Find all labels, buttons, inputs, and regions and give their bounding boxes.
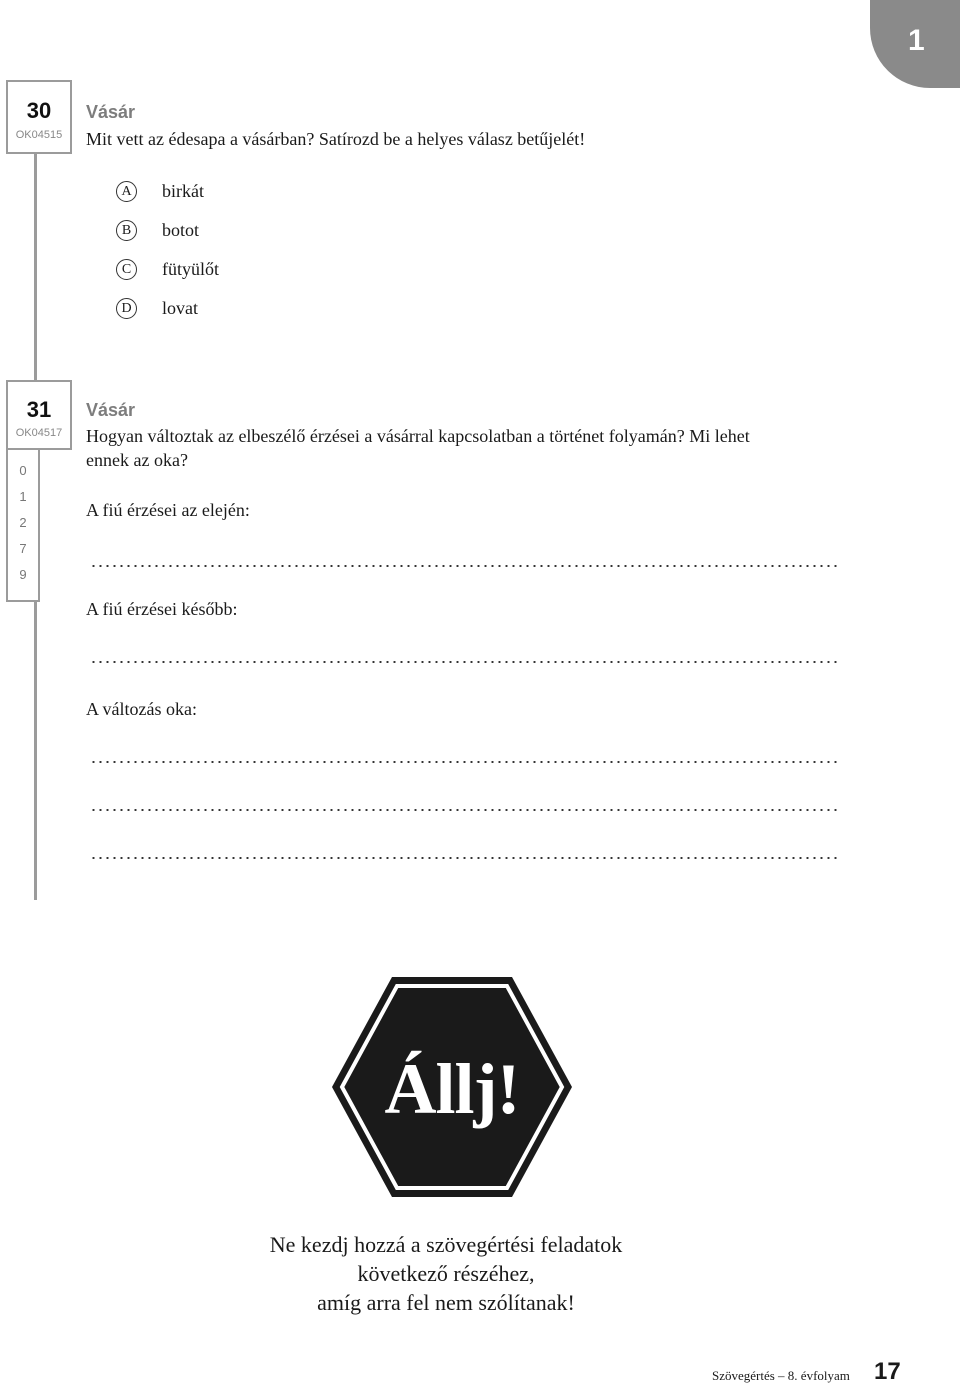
label-change-reason: A változás oka: [86, 699, 197, 719]
question-31-box [6, 380, 72, 450]
footer-label: Szövegértés – 8. évfolyam [712, 1368, 850, 1383]
score-box [6, 448, 40, 602]
stop-notice [0, 1230, 892, 1317]
notice-line: következő részéhez, [357, 1261, 535, 1286]
score-code: 9 [19, 567, 27, 582]
option-bubble[interactable]: D [116, 298, 137, 319]
option-text: birkát [162, 181, 204, 201]
question-code: OK04517 [15, 427, 63, 439]
question-30-prompt: Mit vett az édesapa a vásárban? Satírozd be a helyes válasz betűjelét! [86, 129, 586, 149]
score-code: 7 [19, 541, 27, 556]
question-31-title: Vásár [86, 400, 136, 420]
option-text: fütyülőt [162, 259, 219, 279]
label-feelings-later: A fiú érzései később: [86, 599, 238, 619]
answer-line-reason-3[interactable] [90, 857, 838, 859]
answer-line-reason-1[interactable] [90, 761, 838, 763]
score-code: 2 [19, 515, 27, 530]
page-number: 17 [874, 1358, 901, 1385]
answer-line-start[interactable] [90, 565, 838, 567]
question-30-box [6, 80, 72, 154]
stop-sign-text: Állj! [384, 1049, 520, 1129]
question-30-title: Vásár [86, 102, 136, 122]
option-text: botot [162, 220, 200, 240]
option-b[interactable] [116, 211, 219, 250]
question-number: 30 [26, 98, 52, 123]
page-section-tab [870, 0, 960, 88]
question-31-prompt-line1: Hogyan változtak az elbeszélő érzései a vásárral kapcsolatban a történet folyamán? Mi lehet [86, 426, 750, 446]
option-c[interactable] [116, 250, 219, 289]
option-bubble[interactable]: C [116, 259, 137, 280]
question-31-prompt-line2: ennek az oka? [86, 450, 188, 470]
notice-line: amíg arra fel nem szólítanak! [317, 1290, 575, 1315]
option-a[interactable] [116, 172, 219, 211]
option-text: lovat [162, 298, 198, 318]
answer-options [116, 172, 219, 328]
page-section-number: 1 [908, 24, 925, 57]
answer-line-later[interactable] [90, 661, 838, 663]
question-number: 31 [26, 397, 52, 422]
option-bubble[interactable]: B [116, 220, 137, 241]
question-code: OK04515 [15, 129, 63, 141]
label-feelings-start: A fiú érzései az elején: [86, 500, 250, 520]
option-bubble[interactable]: A [116, 181, 137, 202]
answer-line-reason-2[interactable] [90, 809, 838, 811]
notice-line: Ne kezdj hozzá a szövegértési feladatok [269, 1232, 623, 1257]
option-d[interactable] [116, 289, 219, 328]
score-code: 1 [19, 489, 27, 504]
score-code: 0 [19, 463, 27, 478]
